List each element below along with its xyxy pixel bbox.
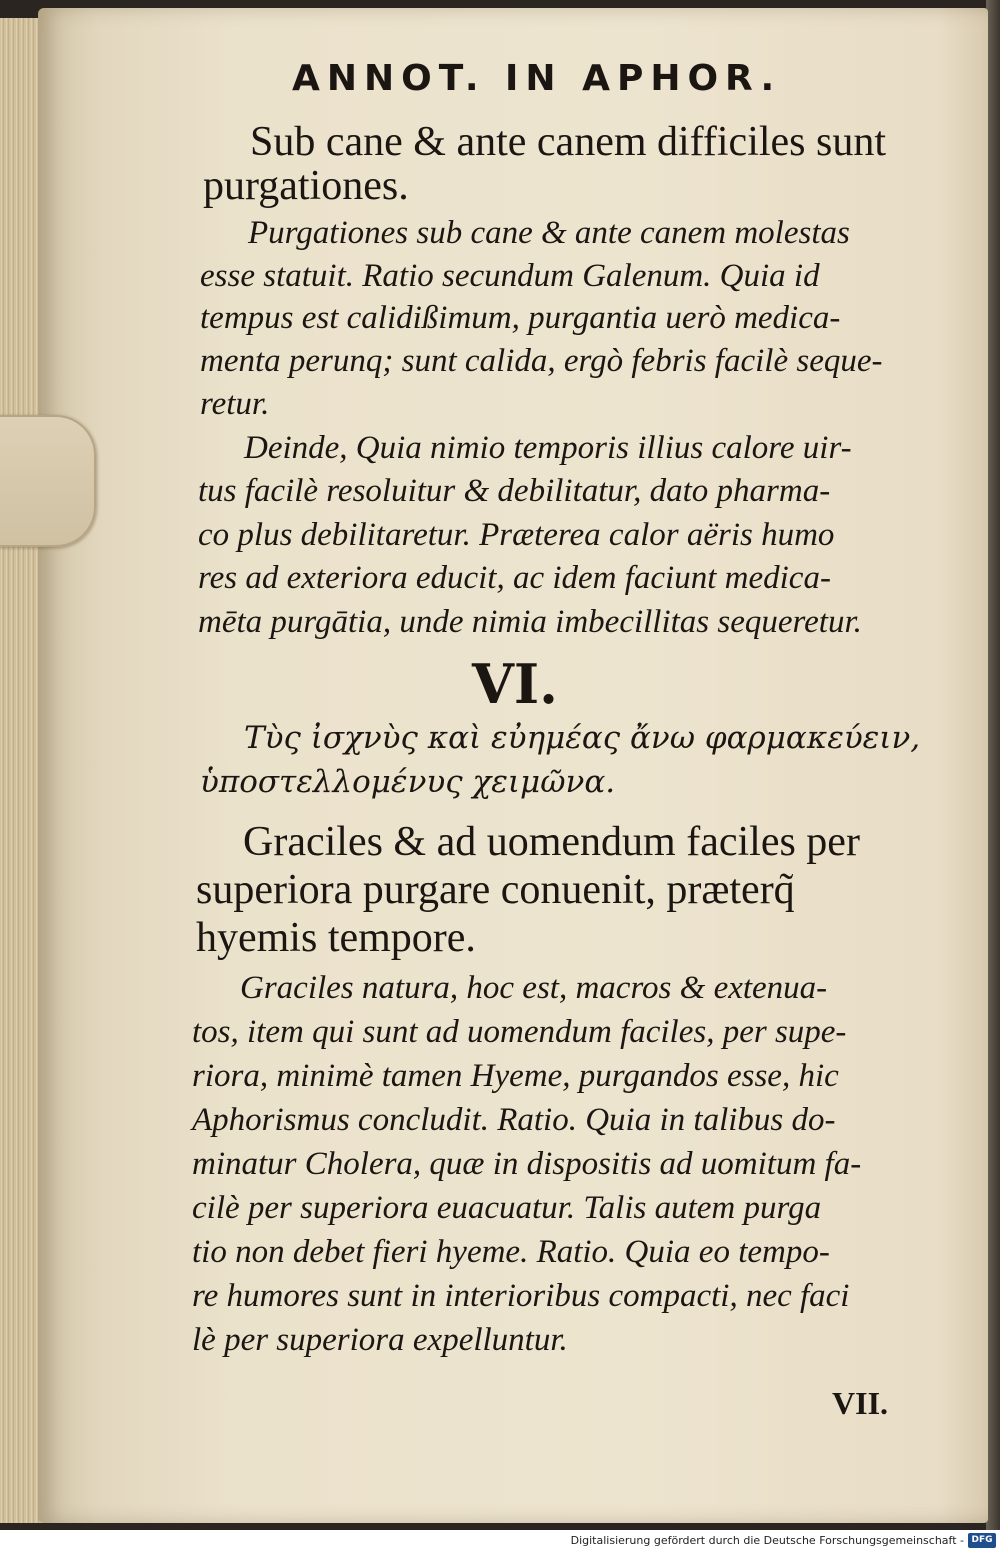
- commentary-line: Graciles natura, hoc est, macros & extenua-: [240, 970, 828, 1006]
- aphorism-number: VI.: [472, 652, 558, 716]
- commentary-line: riora, minimè tamen Hyeme, purgandos esse, hic: [192, 1058, 839, 1094]
- commentary-line: tos, item qui sunt ad uomendum faciles, per supe-: [192, 1014, 847, 1050]
- dfg-logo: DFG: [968, 1533, 996, 1548]
- commentary-line: esse statuit. Ratio secundum Galenum. Quia id: [200, 258, 820, 294]
- lemma-line: hyemis tempore.: [196, 915, 476, 961]
- commentary-line: Deinde, Quia nimio temporis illius calore uir-: [244, 430, 852, 466]
- catchword: VII.: [832, 1385, 889, 1421]
- commentary-line: tempus est calidißimum, purgantia uerò medica-: [200, 300, 841, 336]
- funding-credit: Digitalisierung gefördert durch die Deutsche Forschungsgemeinschaft -: [570, 1534, 964, 1547]
- footer-bar: [0, 1530, 1000, 1552]
- commentary-line: retur.: [200, 386, 270, 422]
- commentary-line: mēta purgātia, unde nimia imbecillitas sequeretur.: [198, 604, 862, 640]
- lemma-line: purgationes.: [203, 163, 409, 209]
- greek-line: Τὺς ἰσχνὺς καὶ εὐημέας ἄνω φαρμακεύειν,: [244, 720, 921, 756]
- commentary-line: Purgationes sub cane & ante canem molestas: [248, 215, 850, 251]
- commentary-line: co plus debilitaretur. Præterea calor aëris humo: [198, 517, 835, 553]
- commentary-line: tio non debet fieri hyeme. Ratio. Quia eo tempo-: [192, 1234, 830, 1270]
- commentary-line: lè per superiora expelluntur.: [192, 1322, 568, 1358]
- lemma-line: Graciles & ad uomendum faciles per: [243, 819, 860, 865]
- commentary-line: minatur Cholera, quæ in dispositis ad uomitum fa-: [192, 1146, 862, 1182]
- commentary-line: cilè per superiora euacuatur. Talis autem purga: [192, 1190, 822, 1226]
- greek-line: ὑποστελλομένυς χειμῶνα.: [200, 764, 616, 800]
- lemma-line: superiora purgare conuenit, præterq̃: [196, 867, 795, 913]
- lemma-line: Sub cane & ante canem difficiles sunt: [250, 119, 887, 165]
- commentary-line: menta perunq; sunt calida, ergò febris facilè seque-: [200, 343, 883, 379]
- running-header: ANNOT. IN APHOR.: [292, 58, 782, 99]
- commentary-line: tus facilè resoluitur & debilitatur, dato pharma-: [198, 473, 831, 509]
- commentary-line: re humores sunt in interioribus compacti, nec faci: [192, 1278, 850, 1314]
- commentary-line: Aphorismus concludit. Ratio. Quia in talibus do-: [192, 1102, 836, 1138]
- commentary-line: res ad exteriora educit, ac idem faciunt medica-: [198, 560, 831, 596]
